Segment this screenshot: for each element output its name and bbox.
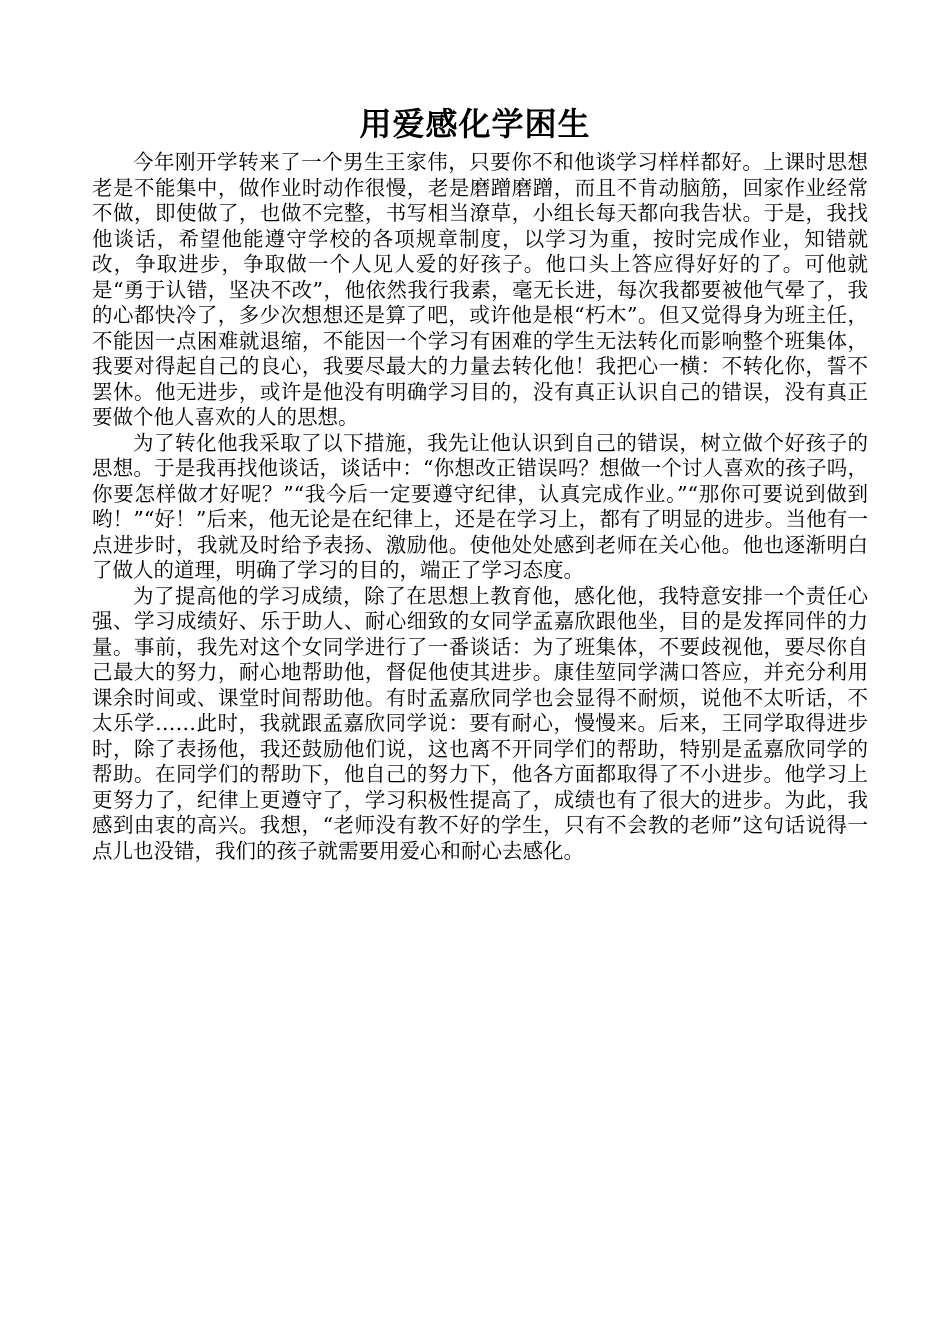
- paragraph-3: 为了提高他的学习成绩，除了在思想上教育他，感化他，我特意安排一个责任心强、学习成绩好、乐于助人、耐心细致的女同学孟嘉欣跟他坐，目的是发挥同伴的力量。事前，我先对这个女同学进行了一番谈话：为了班集体，不要歧视他，要尽你自己最大的努力，耐心地帮助他，督促他使其进步。康佳堃同学满口答应，并充分利用课余时间或、课堂时间帮助他。有时孟嘉欣同学也会显得不耐烦，说他不太听话，不太乐学……此时，我就跟孟嘉欣同学说：要有耐心，慢慢来。后来，王同学取得进步时，除了表扬他，我还鼓励他们说，这也离不开同学们的帮助，特别是孟嘉欣同学的帮助。在同学们的帮助下，他自己的努力下，他各方面都取得了不小进步。他学习上更努力了，纪律上更遵守了，学习积极性提高了，成绩也有了很大的进步。为此，我感到由衷的高兴。我想，“老师没有教不好的学生，只有不会教的老师”这句话说得一点儿也没错，我们的孩子就需要用爱心和耐心去感化。: [92, 583, 868, 863]
- paragraph-1: 今年刚开学转来了一个男生王家伟，只要你不和他谈学习样样都好。上课时思想老是不能集中，做作业时动作很慢，老是磨蹭磨蹭，而且不肯动脑筋，回家作业经常不做，即使做了，也做不完整，书写相当潦草，小组长每天都向我告状。于是，我找他谈话，希望他能遵守学校的各项规章制度，以学习为重，按时完成作业，知错就改，争取进步，争取做一个人见人爱的好孩子。他口头上答应得好好的了。可他就是“勇于认错，坚决不改”，他依然我行我素，毫无长进，每次我都要被他气晕了，我的心都快冷了，多少次想想还是算了吧，或许他是根“朽木”。但又觉得身为班主任，不能因一点困难就退缩，不能因一个学习有困难的学生无法转化而影响整个班集体，我要对得起自己的良心，我要尽最大的力量去转化他！我把心一横：不转化你，誓不罢休。他无进步，或许是他没有明确学习目的，没有真正认识自己的错误，没有真正要做个他人喜欢的人的思想。: [92, 150, 868, 429]
- paragraph-2: 为了转化他我采取了以下措施，我先让他认识到自己的错误，树立做个好孩子的思想。于是我再找他谈话，谈话中：“你想改正错误吗？想做一个讨人喜欢的孩子吗，你要怎样做才好呢？”“我今后一定要遵守纪律，认真完成作业。”“那你可要说到做到哟！”“好！”后来，他无论是在纪律上，还是在学习上，都有了明显的进步。当他有一点进步时，我就及时给予表扬、激励他。使他处处感到老师在关心他。他也逐渐明白了做人的道理，明确了学习的目的，端正了学习态度。: [92, 430, 868, 582]
- document-title: 用爱感化学困生: [359, 105, 591, 143]
- document-body: [92, 150, 868, 864]
